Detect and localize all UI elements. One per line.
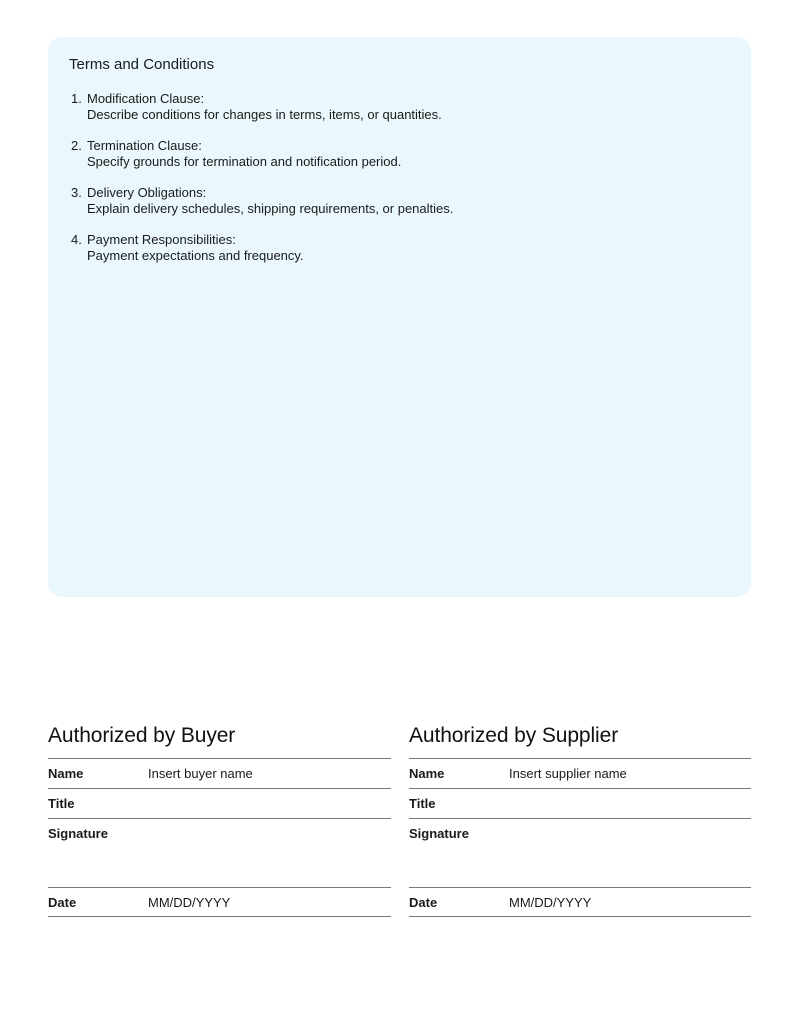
supplier-authorization bbox=[409, 722, 751, 917]
supplier-signature-row bbox=[409, 818, 751, 887]
terms-list bbox=[69, 91, 730, 264]
supplier-name-field[interactable]: Insert supplier name bbox=[509, 766, 627, 781]
buyer-heading: Authorized by Buyer bbox=[48, 724, 236, 747]
buyer-name-row bbox=[48, 758, 391, 788]
terms-item-number: 4. bbox=[71, 232, 82, 247]
terms-item-heading: Modification Clause: bbox=[87, 91, 205, 106]
supplier-date-field[interactable]: MM/DD/YYYY bbox=[509, 895, 592, 910]
terms-item-heading: Delivery Obligations: bbox=[87, 185, 207, 200]
buyer-title-row bbox=[48, 788, 391, 818]
buyer-signature-row bbox=[48, 818, 391, 887]
supplier-heading: Authorized by Supplier bbox=[409, 724, 619, 747]
terms-item-number: 2. bbox=[71, 138, 82, 153]
buyer-signature-label: Signature bbox=[48, 826, 108, 841]
terms-item-description[interactable]: Describe conditions for changes in terms, items, or quantities. bbox=[87, 107, 442, 122]
buyer-title-label: Title bbox=[48, 796, 75, 811]
terms-item-heading: Payment Responsibilities: bbox=[87, 232, 236, 247]
terms-title: Terms and Conditions bbox=[69, 56, 215, 73]
buyer-date-label: Date bbox=[48, 895, 77, 910]
supplier-date-row bbox=[409, 887, 751, 917]
supplier-date-label: Date bbox=[409, 895, 438, 910]
buyer-authorization bbox=[48, 722, 391, 917]
terms-item-number: 1. bbox=[71, 91, 82, 106]
terms-item-number: 3. bbox=[71, 185, 82, 200]
terms-and-conditions-panel bbox=[48, 37, 751, 597]
terms-item-delivery bbox=[69, 185, 730, 217]
buyer-date-row bbox=[48, 887, 391, 917]
terms-item-description[interactable]: Specify grounds for termination and notification period. bbox=[87, 154, 402, 169]
terms-item-payment bbox=[69, 232, 730, 264]
terms-item-description[interactable]: Payment expectations and frequency. bbox=[87, 248, 304, 263]
terms-item-heading: Termination Clause: bbox=[87, 138, 202, 153]
buyer-name-field[interactable]: Insert buyer name bbox=[148, 766, 253, 781]
supplier-title-row bbox=[409, 788, 751, 818]
buyer-date-field[interactable]: MM/DD/YYYY bbox=[148, 895, 231, 910]
terms-item-termination bbox=[69, 138, 730, 170]
supplier-name-label: Name bbox=[409, 766, 445, 781]
terms-item-modification bbox=[69, 91, 730, 123]
buyer-name-label: Name bbox=[48, 766, 84, 781]
supplier-signature-label: Signature bbox=[409, 826, 469, 841]
terms-item-description[interactable]: Explain delivery schedules, shipping requirements, or penalties. bbox=[87, 201, 454, 216]
supplier-title-label: Title bbox=[409, 796, 436, 811]
supplier-name-row bbox=[409, 758, 751, 788]
